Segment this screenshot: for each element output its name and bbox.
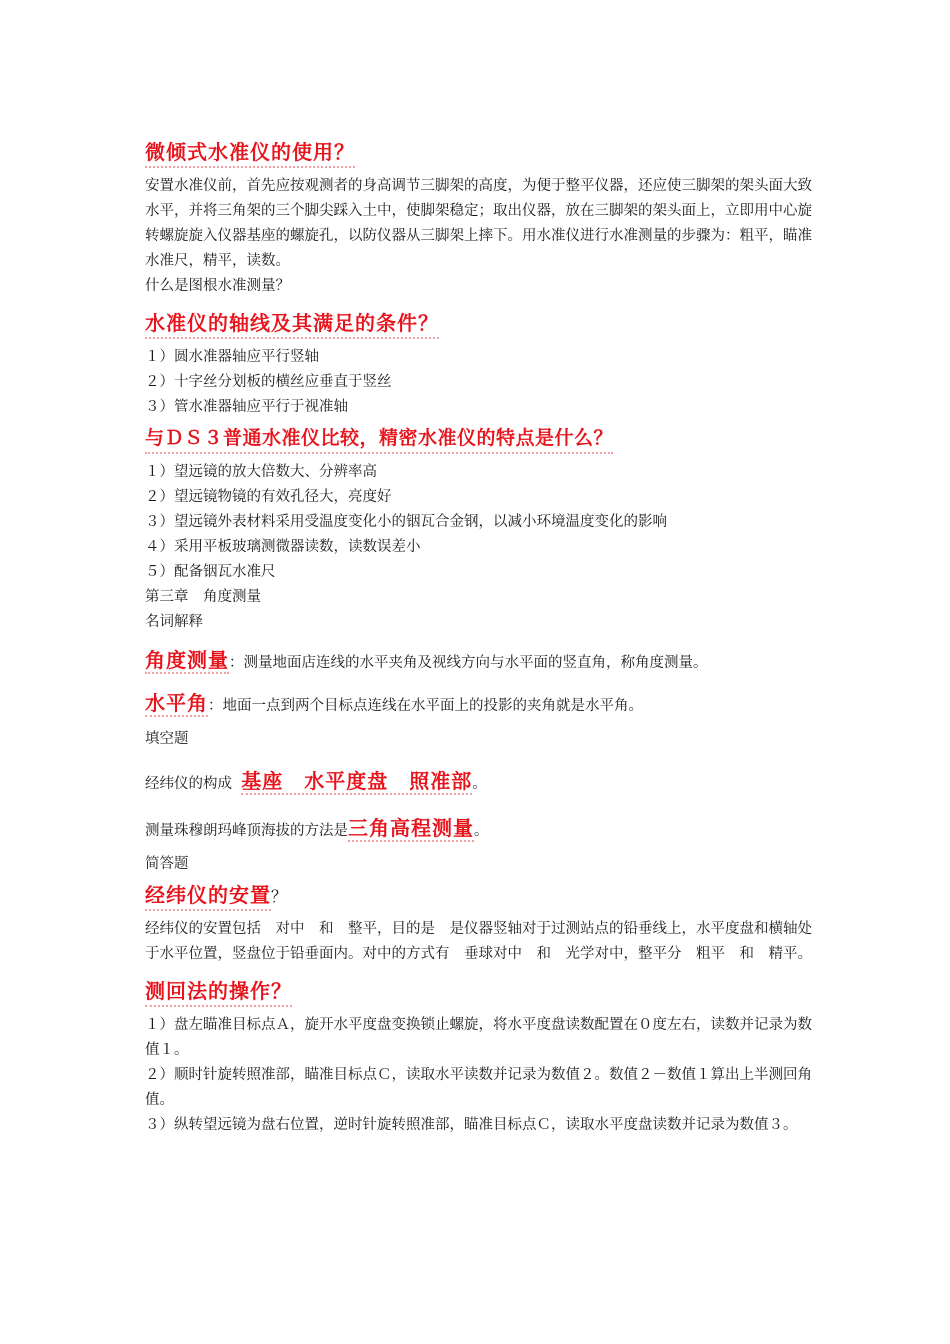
definition-angle-measurement xyxy=(145,645,815,678)
heading-level-instrument-use: 微倾式水准仪的使用？ xyxy=(145,138,355,168)
list-item: １）圆水准器轴应平行竖轴 xyxy=(145,349,319,365)
fill-prefix: 测量珠穆朗玛峰顶海拔的方法是 xyxy=(145,823,348,839)
section-heading xyxy=(145,977,815,1007)
fill-blank-theodolite xyxy=(145,766,815,799)
heading-precision-level: 与ＤＳ３普通水准仪比较，精密水准仪的特点是什么？ xyxy=(145,424,613,454)
document-content xyxy=(145,134,815,1138)
term-angle-measurement: 角度测量 xyxy=(145,648,229,672)
heading-measurement-method: 测回法的操作？ xyxy=(145,977,292,1007)
fill-suffix: 。 xyxy=(474,823,489,839)
list-item: ２）十字丝分划板的横丝应垂直于竖丝 xyxy=(145,374,392,390)
list-item: １）望远镜的放大倍数大、分辨率高 xyxy=(145,464,377,480)
list-item: ２）顺时针旋转照准部，瞄准目标点Ｃ，读取水平读数并记录为数值２。数值２－数值１算出上半测回角值。 xyxy=(145,1067,812,1108)
fill-answer: 基座 水平度盘 照准部 xyxy=(241,769,473,793)
list-item: ３）望远镜外表材料采用受温度变化小的铟瓦合金钢，以减小环境温度变化的影响 xyxy=(145,514,667,530)
fill-suffix: 。 xyxy=(472,776,487,792)
list-item: ４）采用平板玻璃测微器读数，读数误差小 xyxy=(145,539,421,555)
list-item: １）盘左瞄准目标点Ａ，旋开水平度盘变换锁止螺旋，将水平度盘读数配置在０度左右，读数并记录为数值１。 xyxy=(145,1017,812,1058)
heading-level-axes: 水准仪的轴线及其满足的条件？ xyxy=(145,309,439,339)
fill-answer: 三角高程测量 xyxy=(348,816,474,840)
chapter-title: 第三章 角度测量 xyxy=(145,589,261,605)
list-item: ３）纵转望远镜为盘右位置，逆时针旋转照准部，瞄准目标点Ｃ，读取水平度盘读数并记录为数值３。 xyxy=(145,1117,798,1133)
question-mark: ？ xyxy=(271,887,288,906)
list-item: ５）配备铟瓦水准尺 xyxy=(145,564,276,580)
definition-text: ：地面一点到两个目标点连线在水平面上的投影的夹角就是水平角。 xyxy=(208,698,643,714)
paragraph-theodolite-setup: 经纬仪的安置包括 对中 和 整平，目的是 是仪器竖轴对于过测站点的铅垂线上，水平度盘和横轴处于水平位置，竖盘位于铅垂面内。对中的方式有 垂球对中 和 光学对中，整平分 粗平 和 精平。 xyxy=(145,921,812,962)
definition-horizontal-angle xyxy=(145,688,815,721)
paragraph-setup: 安置水准仪前，首先应按观测者的身高调节三脚架的高度，为便于整平仪器，还应使三脚架的架头面大致水平，并将三角架的三个脚尖踩入土中，使脚架稳定；取出仪器，放在三脚架的架头面上，立即用中心旋转螺旋旋入仪器基座的螺旋孔，以防仪器从三脚架上摔下。用水准仪进行水准测量的步骤为：粗平，瞄准水准尺，精平，读数。 xyxy=(145,178,812,269)
fill-blank-heading: 填空题 xyxy=(145,731,189,747)
short-answer-heading: 简答题 xyxy=(145,856,189,872)
question-line: 什么是图根水准测量？ xyxy=(145,278,290,294)
section-heading xyxy=(145,881,815,911)
definition-text: ：测量地面店连线的水平夹角及视线方向与水平面的竖直角，称角度测量。 xyxy=(229,655,708,671)
heading-theodolite-setup: 经纬仪的安置 xyxy=(145,881,271,911)
fill-blank-everest xyxy=(145,813,815,846)
list-item: ２）望远镜物镜的有效孔径大，亮度好 xyxy=(145,489,392,505)
terms-heading: 名词解释 xyxy=(145,614,203,630)
term-horizontal-angle: 水平角 xyxy=(145,691,208,715)
section-heading xyxy=(145,309,815,339)
list-item: ３）管水准器轴应平行于视准轴 xyxy=(145,399,348,415)
section-heading xyxy=(145,138,815,168)
section-heading xyxy=(145,424,815,454)
fill-prefix: 经纬仪的构成 xyxy=(145,776,232,792)
